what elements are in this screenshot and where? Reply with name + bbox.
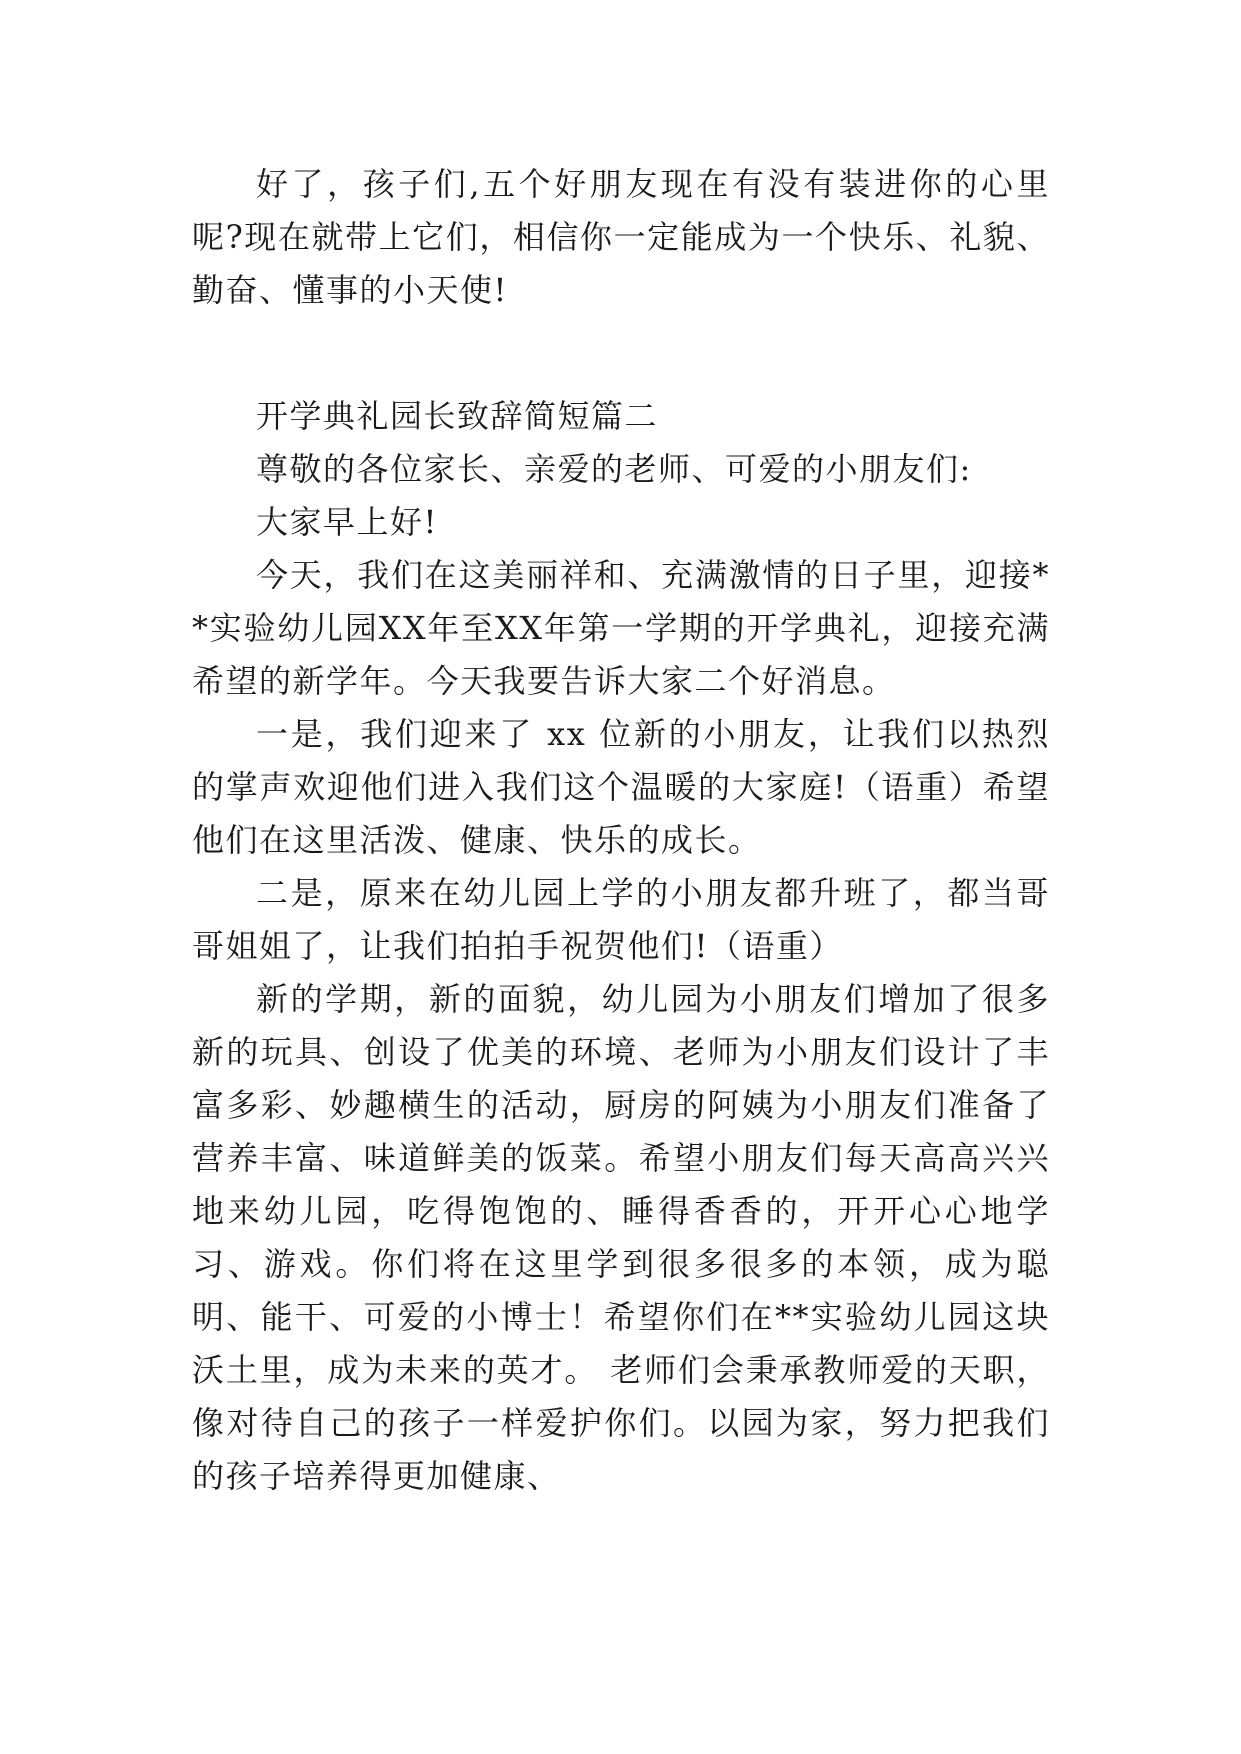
body-paragraph: 一是，我们迎来了 xx 位新的小朋友，让我们以热烈的掌声欢迎他们进入我们这个温暖的大家庭!（语重）希望他们在这里活泼、健康、快乐的成长。 bbox=[192, 715, 1050, 859]
body-paragraph: 新的学期，新的面貌，幼儿园为小朋友们增加了很多新的玩具、创设了优美的环境、老师为小朋友们设计了丰富多彩、妙趣横生的活动，厨房的阿姨为小朋友们准备了营养丰富、味道鲜美的饭菜。希望小朋友们每天高高兴兴地来幼儿园，吃得饱饱的、睡得香香的，开开心心地学习、游戏。你们将在这里学到很多很多的本领，成为聪明、能干、可爱的小博士！希望你们在**实验幼儿园这块沃土里，成为未来的英才。 老师们会秉承教师爱的天职，像对待自己的孩子一样爱护你们。以园为家，努力把我们的孩子培养得更加健康、 bbox=[192, 980, 1050, 1495]
body-paragraph: 今天，我们在这美丽祥和、充满激情的日子里，迎接**实验幼儿园XX年至XX年第一学期的开学典礼，迎接充满希望的新学年。今天我要告诉大家二个好消息。 bbox=[192, 556, 1050, 700]
intro-block bbox=[192, 158, 1050, 317]
salutation: 尊敬的各位家长、亲爱的老师、可爱的小朋友们: bbox=[256, 450, 972, 488]
greeting: 大家早上好! bbox=[256, 503, 438, 541]
intro-paragraph: 好了，孩子们,五个好朋友现在有没有装进你的心里呢?现在就带上它们，相信你一定能成为一个快乐、礼貌、勤奋、懂事的小天使! bbox=[192, 165, 1050, 309]
body-paragraph: 二是，原来在幼儿园上学的小朋友都升班了，都当哥哥姐姐了，让我们拍拍手祝贺他们!（语重） bbox=[192, 874, 1050, 965]
speech-block bbox=[192, 390, 1050, 1503]
section-title: 开学典礼园长致辞简短篇二 bbox=[256, 397, 659, 435]
